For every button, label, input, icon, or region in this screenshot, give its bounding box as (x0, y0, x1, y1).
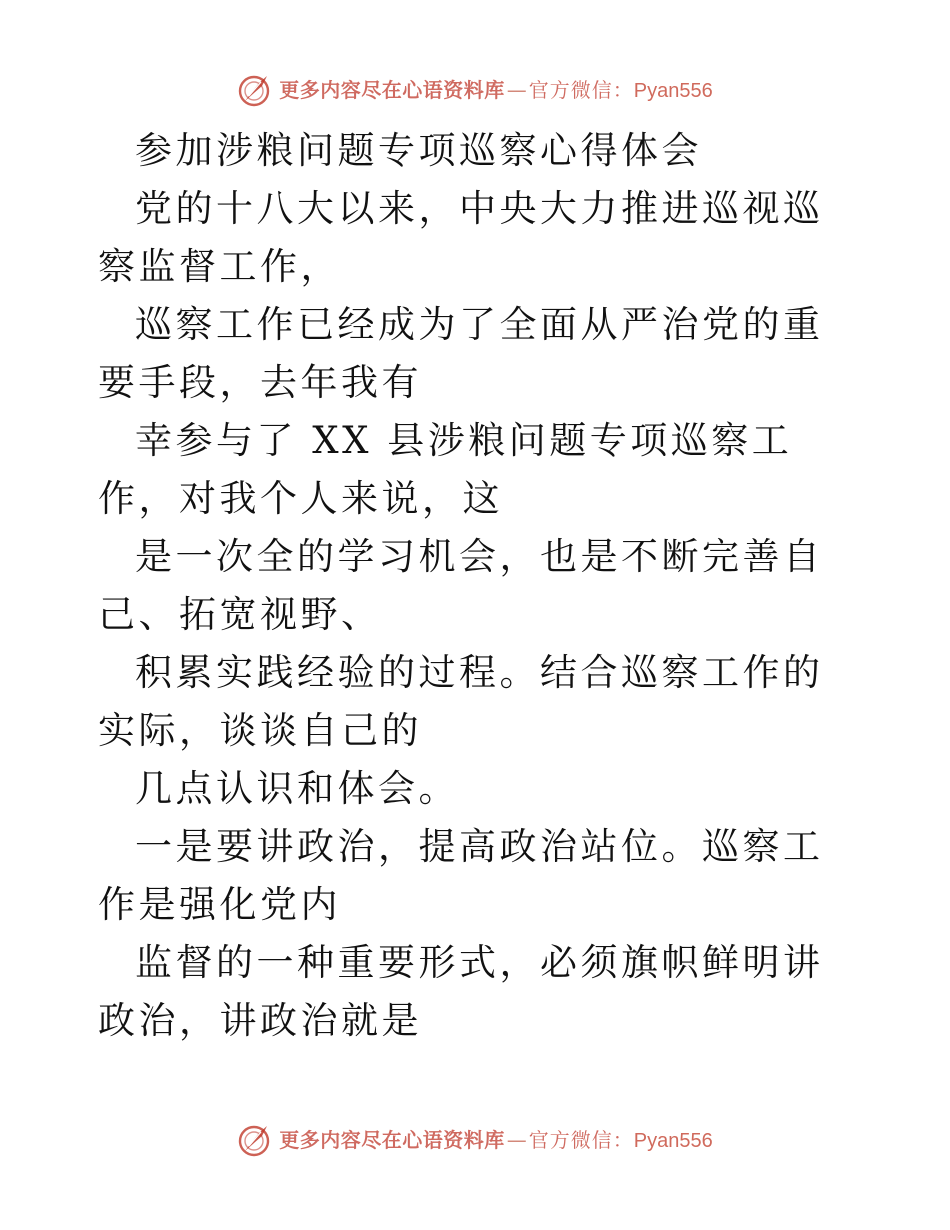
footer-watermark-id: Pyan556 (633, 1129, 713, 1152)
footer-watermark-main: 更多内容尽在心语资料库 (279, 1127, 505, 1152)
header-watermark-dash: — (506, 77, 527, 102)
header-watermark-sub: 官方微信： (528, 77, 634, 102)
header-watermark (0, 68, 950, 112)
footer-watermark-dash: — (506, 1127, 527, 1152)
document-body (98, 122, 858, 1050)
document-paragraph: 一是要讲政治，提高政治站位。巡察工作是强化党内 (98, 825, 824, 926)
footer-watermark-text (279, 1127, 713, 1152)
document-paragraph: 积累实践经验的过程。结合巡察工作的实际，谈谈自己的 (98, 651, 824, 752)
footer-watermark (0, 1118, 950, 1162)
document-paragraph: 党的十八大以来，中央大力推进巡视巡察监督工作， (98, 187, 824, 288)
document-title: 参加涉粮问题专项巡察心得体会 (135, 129, 702, 172)
quill-logo-icon (237, 1122, 273, 1158)
header-watermark-id: Pyan556 (633, 79, 713, 102)
document-paragraph: 几点认识和体会。 (135, 767, 459, 810)
footer-watermark-sub: 官方微信： (528, 1127, 634, 1152)
document-paragraph: 幸参与了 XX 县涉粮问题专项巡察工作，对我个人来说，这 (98, 419, 793, 520)
quill-logo-icon (237, 72, 273, 108)
document-paragraph: 监督的一种重要形式，必须旗帜鲜明讲政治，讲政治就是 (98, 941, 824, 1042)
header-watermark-main: 更多内容尽在心语资料库 (279, 77, 505, 102)
document-paragraph: 是一次全的学习机会，也是不断完善自己、拓宽视野、 (98, 535, 824, 636)
header-watermark-text (279, 77, 713, 102)
document-paragraph: 巡察工作已经成为了全面从严治党的重要手段，去年我有 (98, 303, 824, 404)
